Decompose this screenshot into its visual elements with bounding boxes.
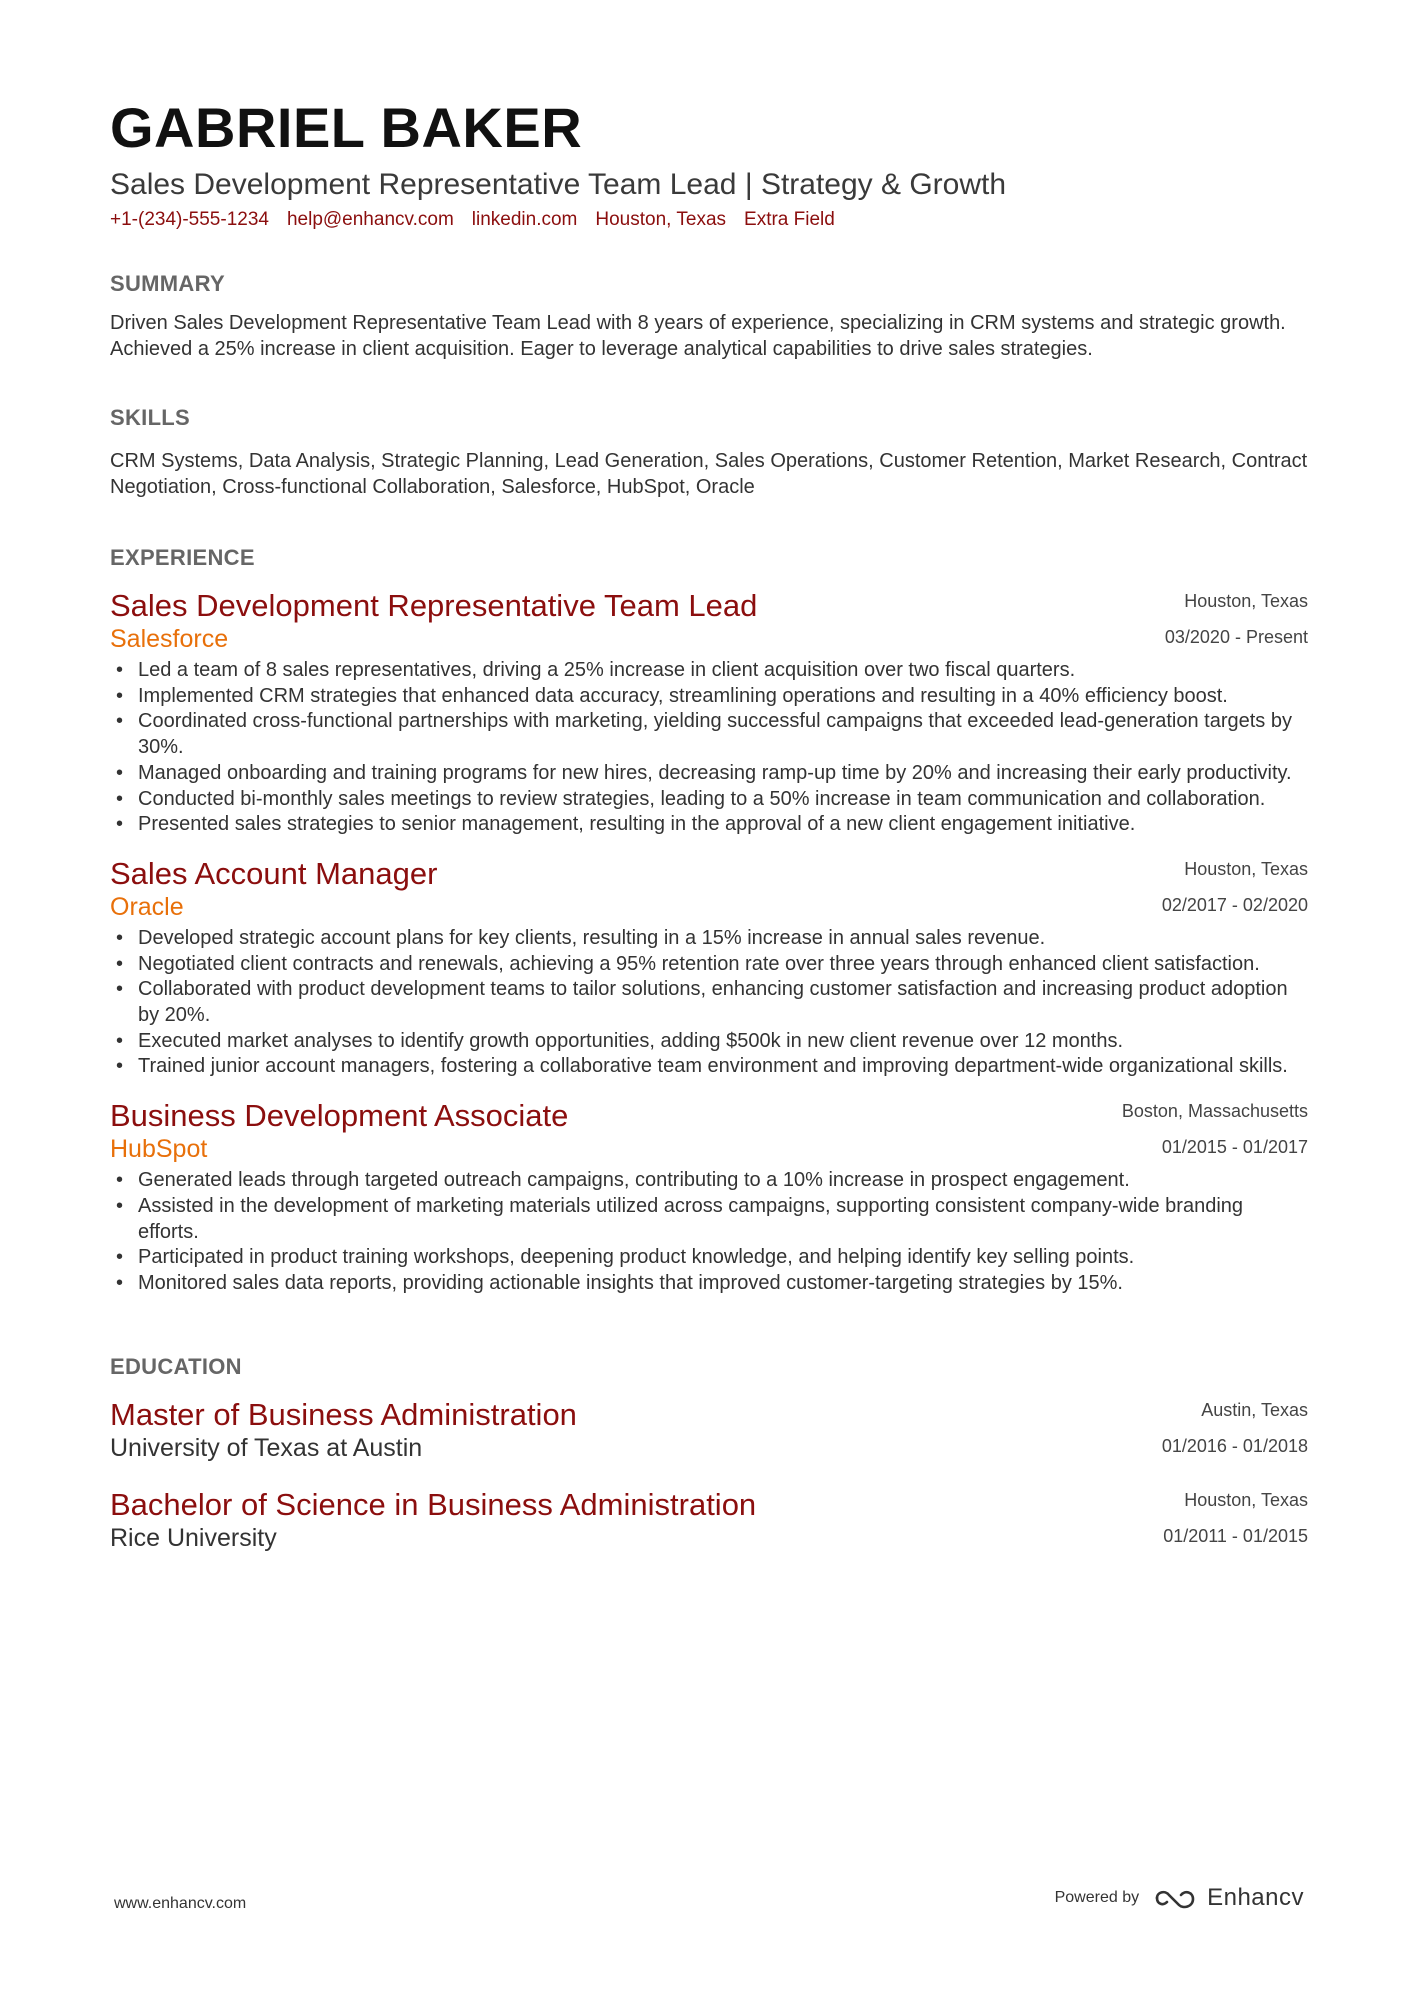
company-name: Oracle <box>110 892 184 921</box>
job-dates: 03/2020 - Present <box>1164 627 1308 647</box>
job-location: Boston, Massachusetts <box>1121 1101 1308 1122</box>
achievement-item: • Monitored sales data reports, providing actionable insights that improved customer-targeting strategies by 15%. <box>110 1271 1308 1297</box>
experience-entry <box>110 588 1308 838</box>
job-title: Business Development Associate <box>110 1098 569 1134</box>
achievement-item: • Led a team of 8 sales representatives, driving a 25% increase in client acquisition over two fiscal quarters. <box>110 658 1308 684</box>
achievement-list <box>110 658 1308 838</box>
contact-extra-field: Extra Field <box>744 209 835 230</box>
candidate-name: GABRIEL BAKER <box>110 96 583 159</box>
achievement-item: • Presented sales strategies to senior management, resulting in the approval of a new client engagement initiative. <box>110 812 1308 838</box>
contact-phone[interactable]: +1-(234)-555-1234 <box>110 209 269 230</box>
contact-email[interactable]: help@enhancv.com <box>286 209 454 230</box>
education-entry-header <box>110 1397 1308 1463</box>
achievement-item: • Coordinated cross-functional partnerships with marketing, yielding successful campaigns that exceeded lead-generation targets by 30%. <box>110 709 1308 760</box>
achievement-item: • Managed onboarding and training programs for new hires, decreasing ramp-up time by 20% and increasing their early productivity. <box>110 761 1308 787</box>
education-entry <box>110 1397 1308 1463</box>
achievement-item: • Conducted bi-monthly sales meetings to review strategies, leading to a 50% increase in team communication and collaboration. <box>110 787 1308 813</box>
achievement-item: • Executed market analyses to identify growth opportunities, adding $500k in new client revenue over 12 months. <box>110 1029 1308 1055</box>
company-name: Salesforce <box>110 625 229 653</box>
contact-list <box>110 208 1308 232</box>
job-dates: 01/2015 - 01/2017 <box>1161 1137 1308 1158</box>
skills-heading: SKILLS <box>110 405 191 430</box>
achievement-item: • Participated in product training workshops, deepening product knowledge, and helping identify key selling points. <box>110 1245 1308 1271</box>
achievement-item: • Assisted in the development of marketing materials utilized across campaigns, supporting consistent company-wide branding efforts. <box>110 1194 1308 1245</box>
enhancv-logo-icon <box>1153 1886 1199 1910</box>
resume-page <box>110 96 1308 1553</box>
experience-entry-header <box>110 588 1308 654</box>
enhancv-wordmark: Enhancv <box>1207 1884 1304 1911</box>
skills-text: CRM Systems, Data Analysis, Strategic Planning, Lead Generation, Sales Operations, Customer Retention, Market Research, Contract Negotiation, Cross-functional Collaboration, Salesforce, HubSpot, Oracle <box>110 450 1308 498</box>
enhancv-logo[interactable] <box>1153 1884 1304 1912</box>
degree-title: Master of Business Administration <box>110 1396 577 1432</box>
summary-heading: SUMMARY <box>110 271 225 296</box>
summary-text: Driven Sales Development Representative Team Lead with 8 years of experience, specializing in CRM systems and strategic growth. Achieved a 25% increase in client acquisition. Eager to leverage analytical capabilities to drive sales strategies. <box>110 312 1286 360</box>
powered-by-label: Powered by <box>1054 1889 1140 1906</box>
school-name: Rice University <box>110 1523 277 1552</box>
school-name: University of Texas at Austin <box>110 1433 423 1462</box>
experience-entry-header <box>110 1098 1308 1164</box>
achievement-item: • Implemented CRM strategies that enhanced data accuracy, streamlining operations and resulting in a 40% efficiency boost. <box>110 684 1308 710</box>
experience-entry <box>110 1098 1308 1297</box>
education-entry-header <box>110 1487 1308 1553</box>
experience-heading: EXPERIENCE <box>110 545 255 570</box>
candidate-headline: Sales Development Representative Team Lead | Strategy & Growth <box>110 168 1007 201</box>
achievement-item: • Trained junior account managers, fostering a collaborative team environment and improving department-wide organizational skills. <box>110 1054 1308 1080</box>
school-dates: 01/2016 - 01/2018 <box>1161 1435 1308 1456</box>
achievement-item: • Generated leads through targeted outreach campaigns, contributing to a 10% increase in prospect engagement. <box>110 1168 1308 1194</box>
experience-entry <box>110 856 1308 1080</box>
job-title: Sales Development Representative Team Lead <box>110 588 758 623</box>
footer-website[interactable]: www.enhancv.com <box>114 1895 247 1912</box>
experience-entry-header <box>110 856 1308 922</box>
contact-location: Houston, Texas <box>595 209 727 230</box>
job-dates: 02/2017 - 02/2020 <box>1161 894 1308 915</box>
resume-header <box>110 96 1308 232</box>
achievement-item: • Negotiated client contracts and renewals, achieving a 95% retention rate over three years through enhanced client satisfaction. <box>110 952 1308 978</box>
achievement-list <box>110 1168 1308 1297</box>
education-heading: EDUCATION <box>110 1353 242 1379</box>
company-name: HubSpot <box>110 1135 208 1164</box>
school-location: Austin, Texas <box>1201 1399 1308 1420</box>
achievement-item: • Collaborated with product development teams to tailor solutions, enhancing customer satisfaction and increasing product adoption by 20%. <box>110 977 1308 1028</box>
education-entry <box>110 1487 1308 1553</box>
school-location: Houston, Texas <box>1184 1489 1308 1510</box>
job-title: Sales Account Manager <box>110 855 438 891</box>
achievement-list <box>110 926 1308 1080</box>
school-dates: 01/2011 - 01/2015 <box>1163 1525 1308 1546</box>
achievement-item: • Developed strategic account plans for key clients, resulting in a 15% increase in annual sales revenue. <box>110 926 1308 952</box>
degree-title: Bachelor of Science in Business Administration <box>110 1486 757 1522</box>
job-location: Houston, Texas <box>1184 591 1308 611</box>
contact-linkedin[interactable]: linkedin.com <box>471 209 578 230</box>
job-location: Houston, Texas <box>1184 858 1308 879</box>
footer-branding <box>1055 1884 1304 1912</box>
